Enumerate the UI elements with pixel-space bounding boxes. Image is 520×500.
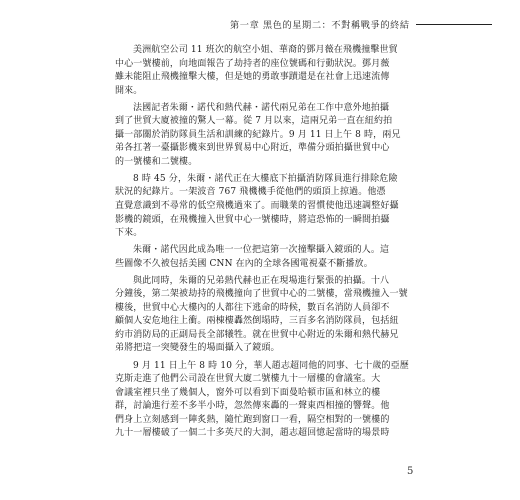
text-line: 顧個人安危地往上衝。兩棟樓轟然倒塌時，三百多名消防隊員，包括紐 bbox=[115, 316, 399, 327]
text-line: 中心一號樓前，向地面報告了劫持者的座位號碼和行動狀況。鄧月薇 bbox=[115, 58, 390, 69]
paragraph bbox=[115, 360, 408, 441]
text-line: 美洲航空公司 11 班次的航空小姐、華裔的鄧月薇在飛機撞擊世貿 bbox=[133, 45, 398, 55]
text-line: 與此同時，朱爾的兄弟熱代赫也正在現場進行緊張的拍攝。十八 bbox=[133, 275, 390, 286]
paragraph bbox=[115, 102, 408, 170]
text-line: 群，討論進行差不多半小時，忽然傳來轟的一聲東西相撞的響聲。他 bbox=[115, 401, 390, 412]
text-line: 影機的鏡頭，在飛機撞入世貿中心一號樓時，將這恐怖的一瞬間拍攝 bbox=[115, 214, 390, 225]
page-number: 5 bbox=[407, 466, 414, 477]
paragraph bbox=[115, 44, 408, 98]
chapter-title: 第一章 黑色的星期二：不對稱戰爭的終結 bbox=[230, 20, 410, 31]
text-line: 些圖像不久被包括美國 CNN 在內的全球各國電視臺不斷播放。 bbox=[115, 258, 373, 269]
running-header bbox=[230, 16, 492, 32]
text-line: 樓後，世貿中心大樓內的人都往下逃命的時候，數百名消防人員卻不 bbox=[115, 302, 390, 313]
text-line: 開來。 bbox=[115, 85, 143, 96]
text-line: 雖未能阻止飛機撞擊大樓，但是她的勇敢事蹟還是在社會上迅速流傳 bbox=[115, 72, 390, 83]
text-line: 到了世貿大廈被撞的驚人一幕。從 7 月以來，這兩兄弟一直在紐約拍 bbox=[115, 116, 393, 127]
text-line: 法國記者朱爾・諾代和熱代赫・諾代兩兄弟在工作中意外地拍攝 bbox=[133, 102, 390, 113]
text-line: 攝一部關於消防隊員生活和訓練的紀錄片。9 月 11 日上午 8 時，兩兄 bbox=[115, 129, 401, 140]
text-line: 狀況的紀錄片。一架波音 767 飛機機手從他們的頭頂上掠過。他憑 bbox=[115, 187, 386, 198]
header-rule bbox=[416, 24, 492, 25]
text-line: 分鐘後，第二架被劫持的飛機撞向了世貿中心的二號樓，當飛機撞入一號 bbox=[115, 289, 408, 300]
paragraph bbox=[115, 244, 408, 271]
text-line: 9 月 11 日上午 8 時 10 分，華人趙志超同他的同事、七十歲的亞歷 bbox=[133, 360, 409, 371]
text-line: 直覺意識到不尋常的低空飛機過來了。而職業的習慣使他迅速調整好攝 bbox=[115, 201, 399, 212]
paragraph bbox=[115, 173, 408, 241]
text-line: 下來。 bbox=[115, 228, 143, 239]
text-line: 8 時 45 分，朱爾・諾代正在大樓底下拍攝消防隊員進行排除危險 bbox=[133, 173, 398, 184]
paragraph bbox=[115, 275, 408, 356]
text-line: 的一號樓和二號樓。 bbox=[115, 156, 198, 167]
text-line: 會議室裡只坐了幾個人，窗外可以看到下面曼哈頓市區和林立的樓 bbox=[115, 387, 381, 398]
text-line: 弟將把這一突變發生的場面攝入了鏡頭。 bbox=[115, 343, 280, 354]
text-line: 弟各扛著一臺攝影機來到世界貿易中心附近，準備分頭拍攝世貿中心 bbox=[115, 143, 390, 154]
text-line: 約市消防局的正副局長全部犧牲。就在世貿中心附近的朱爾和熱代赫兄 bbox=[115, 329, 399, 340]
body-text bbox=[115, 44, 408, 444]
text-line: 克斯走進了他們公司設在世貿大廈二號樓九十一層樓的會議室。大 bbox=[115, 374, 381, 385]
text-line: 們身上立刻感到一陣炙熱，隨忙跑到窗口一看，隔空相對的一號樓的 bbox=[115, 414, 390, 425]
text-line: 朱爾・諾代因此成為唯一一位把這第一次撞擊攝入鏡頭的人。這 bbox=[133, 245, 390, 256]
text-line: 九十一層樓破了一個二十多英尺的大洞，趙志超回憶起當時的場景時 bbox=[115, 428, 390, 439]
